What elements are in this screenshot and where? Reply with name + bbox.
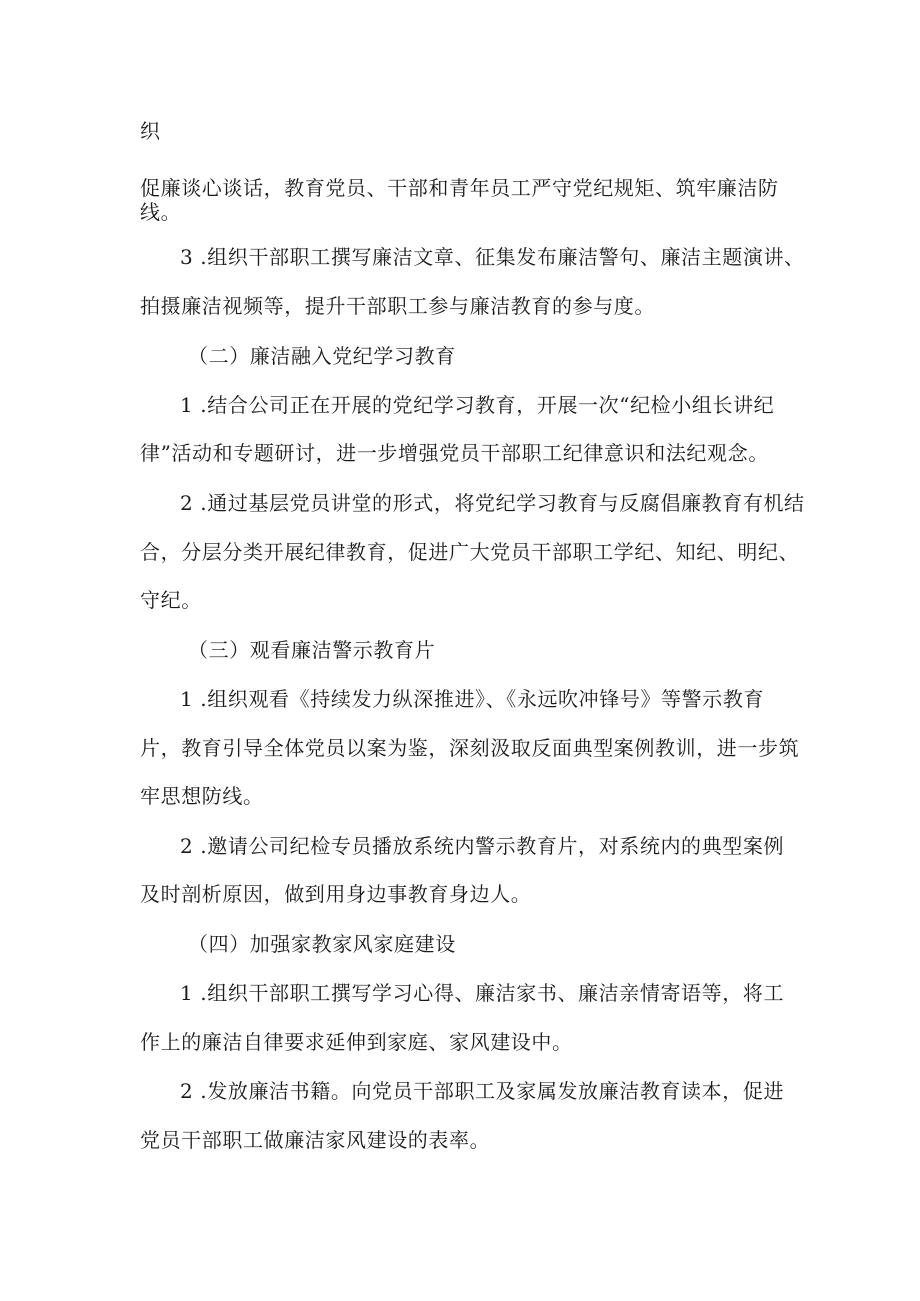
text-line: 律”活动和专题研讨，进一步增强党员干部职工纪律意识和法纪观念。 (140, 441, 769, 465)
list-item-heading: 1 .组织干部职工撰写学习心得、廉洁家书、廉洁亲情寄语等，将工 (180, 981, 785, 1005)
text-line: 线。 (140, 200, 182, 224)
section-heading: （三）观看廉洁警示教育片 (188, 638, 436, 662)
text-line: 及时剖析原因，做到用身边事教育身边人。 (140, 882, 532, 906)
text-line: 促廉谈心谈话，教育党员、干部和青年员工严守党纪规矩、筑牢廉洁防 (140, 176, 779, 200)
list-item-heading: 2 .通过基层党员讲堂的形式，将党纪学习教育与反腐倡廉教育有机结 (180, 491, 805, 515)
list-item-heading: 1 .结合公司正在开展的党纪学习教育，开展一次“纪检小组长讲纪 (180, 393, 775, 417)
text-line: 合，分层分类开展纪律教育，促进广大党员干部职工学纪、知纪、明纪、 (140, 540, 800, 564)
list-item-heading: 2 .邀请公司纪检专员播放系统内警示教育片，对系统内的典型案例 (180, 834, 785, 858)
text-line: 牢思想防线。 (140, 784, 264, 808)
list-item-heading: 2 .发放廉洁书籍。向党员干部职工及家属发放廉洁教育读本，促进 (180, 1079, 785, 1103)
text-line: 党员干部职工做廉洁家风建设的表率。 (140, 1128, 491, 1152)
list-item-heading: 3 .组织干部职工撰写廉洁文章、征集发布廉洁警句、廉洁主题演讲、 (180, 245, 805, 269)
section-heading: （二）廉洁融入党纪学习教育 (188, 344, 456, 368)
list-item-heading: 1 .组织观看《持续发力纵深推进》、《永远吹冲锋号》等警示教育 (180, 687, 765, 711)
text-line: 作上的廉洁自律要求延伸到家庭、家风建设中。 (140, 1030, 573, 1054)
text-line: 片，教育引导全体党员以案为鉴，深刻汲取反面典型案例教训，进一步筑 (140, 736, 800, 760)
text-line: 拍摄廉洁视频等，提升干部职工参与廉洁教育的参与度。 (140, 294, 655, 318)
text-line: 织 (140, 119, 161, 143)
text-line: 守纪。 (140, 588, 202, 612)
section-heading: （四）加强家教家风家庭建设 (188, 932, 456, 956)
